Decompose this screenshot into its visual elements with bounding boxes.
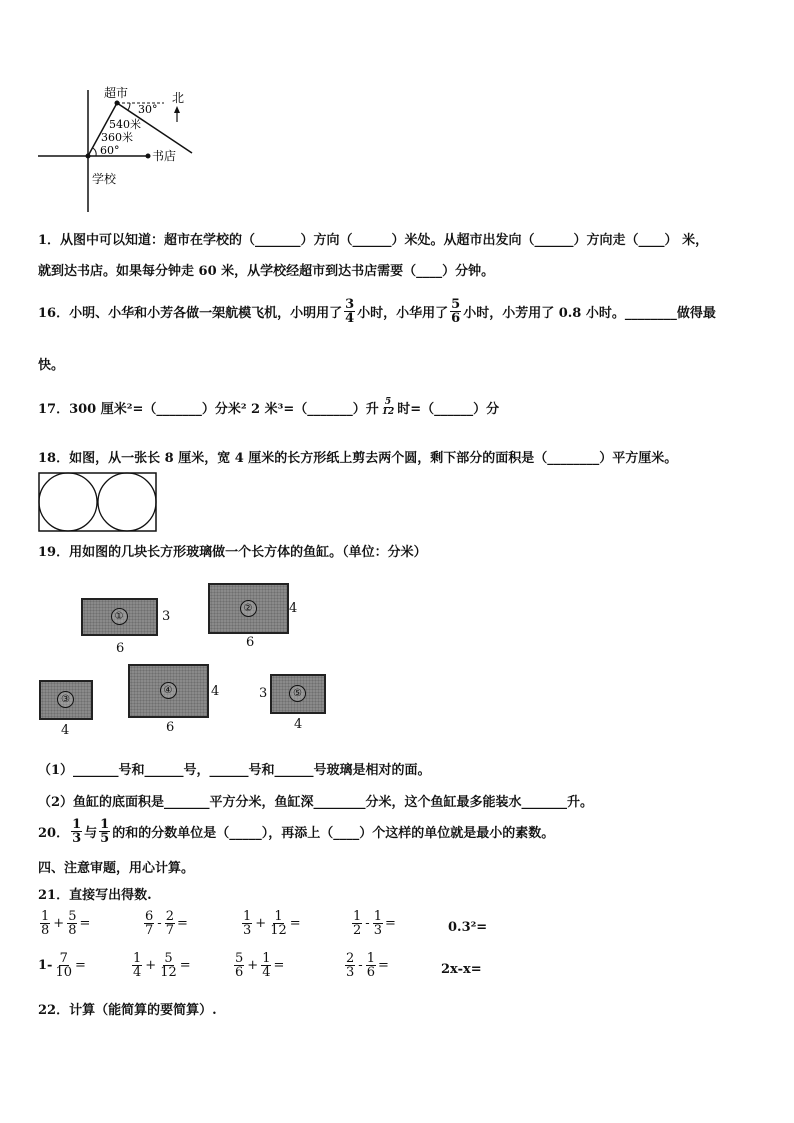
q20-f1-den: 3 <box>72 831 82 846</box>
calc-2-2-b-den: 12 <box>160 965 177 980</box>
q20-f2-num: 1 <box>100 817 110 832</box>
calc-1-1-b-den: 8 <box>68 923 77 938</box>
calc-1-1-a-den: 8 <box>41 923 50 938</box>
question-22: 22．计算（能简算的要简算）. <box>38 1003 217 1018</box>
question-16-line-2: 快。 <box>38 358 65 373</box>
calc-2-5: 2x-x= <box>441 962 482 977</box>
calc-2-2-b-num: 5 <box>164 951 173 966</box>
calc-1-2-eq: = <box>176 916 188 931</box>
calc-1-4-b-num: 1 <box>373 909 382 924</box>
calc-2-1-b-num: 7 <box>59 951 68 966</box>
q16-fraction-2 <box>450 298 461 325</box>
q20-f2-den: 5 <box>100 831 110 846</box>
calc-2-1-eq: = <box>75 958 86 973</box>
calc-2-1-prefix: 1- <box>38 958 53 973</box>
q17-text-a: 17．300 厘米²=（_______）分米² 2 米³=（_______）升 <box>38 402 379 417</box>
q16-f2-num: 5 <box>451 297 461 312</box>
calc-2-4-b-den: 6 <box>366 965 375 980</box>
panel-5-number: ⑤ <box>289 685 306 702</box>
panel-2-width: 6 <box>246 635 255 650</box>
calc-1-3-a-num: 1 <box>243 909 252 924</box>
angle-60-label: 60° <box>100 144 120 157</box>
calc-2-3-b-num: 1 <box>262 951 271 966</box>
calc-2-3-eq: = <box>273 958 285 973</box>
panel-4-width: 6 <box>166 720 175 735</box>
q16-text-a: 16．小明、小华和小芳各做一架航模飞机，小明用了 <box>38 306 343 321</box>
angle-30-label: 30° <box>138 103 158 116</box>
calc-1-3-eq: = <box>289 916 301 931</box>
q16-f2-den: 6 <box>451 311 461 326</box>
calc-2-2-a-den: 4 <box>133 965 142 980</box>
panel-1-width: 6 <box>116 641 125 656</box>
calc-2-3-a-num: 5 <box>235 951 244 966</box>
direction-diagram <box>30 80 220 215</box>
calc-1-2-b-num: 2 <box>165 909 174 924</box>
glass-panel-2 <box>208 583 289 634</box>
question-19: 19．用如图的几块长方形玻璃做一个长方体的鱼缸。（单位：分米） <box>38 545 427 560</box>
q20-joiner: 与 <box>84 826 98 841</box>
panel-1-height: 3 <box>162 609 171 624</box>
calc-1-1-a-num: 1 <box>41 909 50 924</box>
supermarket-label: 超市 <box>104 86 129 100</box>
calc-2-2-op: + <box>145 958 157 973</box>
distance-540-label: 540米 <box>109 118 141 131</box>
question-19-sub-1: （1）_______号和______号，______号和______号玻璃是相对的面。 <box>38 763 431 778</box>
calc-2-2-a-num: 1 <box>133 951 142 966</box>
distance-360-label: 360米 <box>101 131 133 144</box>
calc-1-1-eq: = <box>79 916 91 931</box>
calc-1-4-a-num: 1 <box>353 909 362 924</box>
q16-f1-den: 4 <box>345 311 355 326</box>
calc-1-3-op: + <box>255 916 267 931</box>
panel-5-height: 3 <box>259 686 268 701</box>
calc-2-1-b-den: 10 <box>55 965 72 980</box>
question-20 <box>38 818 554 845</box>
q20-text: 的和的分数单位是（_____），再添上（____）个这样的单位就是最小的素数。 <box>112 826 555 841</box>
calc-2-4-op: - <box>358 958 363 973</box>
calc-2-1 <box>38 952 86 979</box>
calc-2-3 <box>232 952 284 979</box>
calc-1-4-a-den: 2 <box>353 923 362 938</box>
question-16-line-1 <box>38 298 716 325</box>
calc-2-3-op: + <box>247 958 259 973</box>
calc-2-3-a-den: 6 <box>235 965 244 980</box>
calc-1-3 <box>240 910 301 937</box>
calc-1-1-op: + <box>53 916 65 931</box>
calc-1-3-a-den: 3 <box>243 923 252 938</box>
calc-1-2-op: - <box>157 916 162 931</box>
q20-f1-num: 1 <box>72 817 82 832</box>
question-17 <box>38 398 499 417</box>
question-18: 18．如图，从一张长 8 厘米，宽 4 厘米的长方形纸上剪去两个圆，剩下部分的面积是（________）平方厘米。 <box>38 451 678 466</box>
panel-3-width: 4 <box>61 723 70 738</box>
q20-fraction-2 <box>99 818 110 845</box>
q17-fraction <box>381 398 396 417</box>
panel-5-width: 4 <box>294 717 303 732</box>
calc-1-2-b-den: 7 <box>165 923 174 938</box>
calc-2-4-a-den: 3 <box>346 965 355 980</box>
panel-4-height: 4 <box>211 684 220 699</box>
panel-4-number: ④ <box>160 682 177 699</box>
calc-2-2-eq: = <box>179 958 191 973</box>
calc-1-3-b-num: 1 <box>274 909 283 924</box>
calc-1-1 <box>38 910 90 937</box>
calc-2-4-b-num: 1 <box>366 951 375 966</box>
calc-1-2 <box>142 910 188 937</box>
q16-text-b: 小时，小华用了 <box>357 306 449 321</box>
panel-2-number: ② <box>240 600 257 617</box>
calc-1-2-a-num: 6 <box>145 909 154 924</box>
q17-text-b: 时=（______）分 <box>397 402 500 417</box>
q16-fraction-1 <box>344 298 355 325</box>
q20-prefix: 20． <box>38 826 70 841</box>
calc-1-4 <box>350 910 396 937</box>
calc-1-4-op: - <box>365 916 370 931</box>
section-4-heading: 四、注意审题，用心计算。 <box>38 861 195 876</box>
calc-1-2-a-den: 7 <box>145 923 154 938</box>
question-21: 21．直接写出得数. <box>38 888 152 903</box>
calc-1-3-b-den: 12 <box>270 923 287 938</box>
rectangle-two-circles-figure <box>38 472 158 534</box>
calc-2-4 <box>343 952 389 979</box>
q16-f1-num: 3 <box>345 297 355 312</box>
glass-panel-1 <box>81 598 158 636</box>
question-1-line-2: 就到达书店。如果每分钟走 60 米，从学校经超市到达书店需要（____）分钟。 <box>38 264 495 279</box>
bookstore-label: 书店 <box>152 149 177 163</box>
calc-1-4-b-den: 3 <box>373 923 382 938</box>
calc-1-4-eq: = <box>384 916 396 931</box>
calc-2-4-a-num: 2 <box>346 951 355 966</box>
calc-2-3-b-den: 4 <box>262 965 271 980</box>
north-label: 北 <box>172 91 185 105</box>
panel-2-height: 4 <box>289 601 298 616</box>
q16-text-c: 小时，小芳用了 0.8 小时。________做得最 <box>463 306 716 321</box>
panel-3-number: ③ <box>57 691 74 708</box>
glass-panel-3 <box>39 680 93 720</box>
glass-panel-4 <box>128 664 209 718</box>
school-label: 学校 <box>92 172 117 186</box>
glass-panel-5 <box>270 674 326 714</box>
q20-fraction-1 <box>71 818 82 845</box>
calc-2-2 <box>130 952 191 979</box>
question-19-sub-2: （2）鱼缸的底面积是_______平方分米，鱼缸深________分米，这个鱼缸最多能装水_______升。 <box>38 795 594 810</box>
question-1-line-1: 1．从图中可以知道：超市在学校的（_______）方向（______）米处。从超市出发向（______）方向走（____） 米， <box>38 233 709 248</box>
calc-2-4-eq: = <box>377 958 389 973</box>
calc-1-1-b-num: 5 <box>68 909 77 924</box>
q17-f-num: 5 <box>384 397 392 407</box>
panel-1-number: ① <box>111 608 128 625</box>
q17-f-den: 12 <box>381 407 395 417</box>
calc-1-5: 0.3²= <box>448 920 488 935</box>
